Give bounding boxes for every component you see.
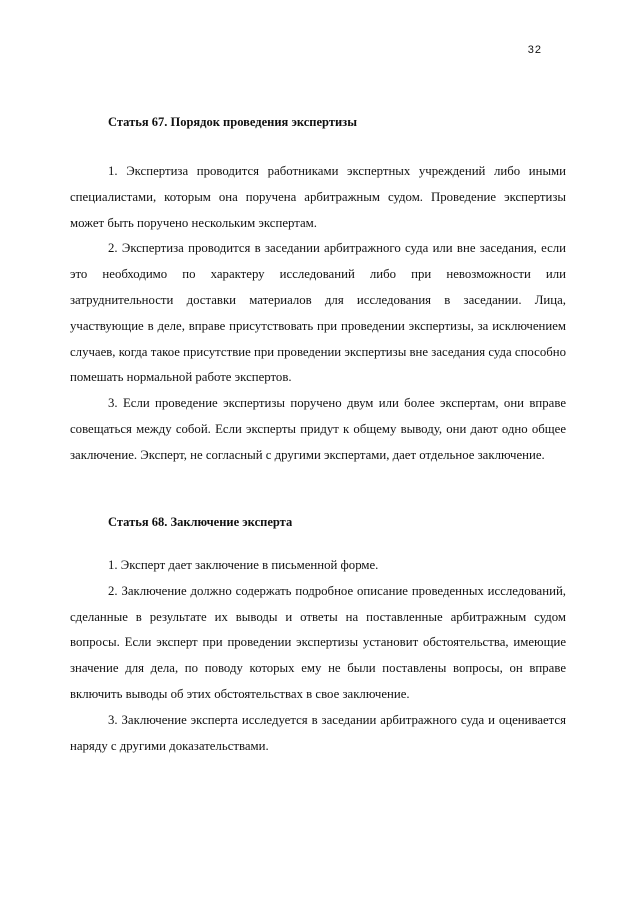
article-paragraph: 2. Экспертиза проводится в заседании арбитражного суда или вне заседания, если это необходимо по характеру исследований либо при невозможности или затруднительности доставки материалов для исследования в заседании. Лица, участвующие в деле, вправе присутствовать при проведении экспертизы, за исключением случаев, когда такое присутствие при проведении экспертизы вне заседания суда способно помешать нормальной работе экспертов. [70, 241, 566, 385]
page-number: 32 [527, 44, 542, 56]
article-67 [70, 114, 566, 469]
article-title: Статья 67. Порядок проведения экспертизы [108, 115, 357, 129]
article-paragraph: 3. Заключение эксперта исследуется в заседании арбитражного суда и оценивается наряду с другими доказательствами. [70, 712, 566, 753]
article-paragraph: 1. Экспертиза проводится работниками экспертных учреждений либо иными специалистами, которым она поручена арбитражным судом. Проведение экспертизы может быть поручено нескольким экспертам. [70, 164, 566, 230]
article-paragraph: 1. Эксперт дает заключение в письменной форме. [108, 558, 379, 572]
article-paragraph: 2. Заключение должно содержать подробное описание проведенных исследований, сделанные в результате их выводы и ответы на поставленные арбитражным судом вопросы. Если эксперт при проведении экспертизы установит обстоятельства, имеющие значение для дела, по поводу которых ему не были поставлены вопросы, он вправе включить выводы об этих обстоятельствах в свое заключение. [70, 583, 566, 701]
article-paragraph: 3. Если проведение экспертизы поручено двум или более экспертам, они вправе совещаться между собой. Если эксперты придут к общему выводу, они дают одно общее заключение. Эксперт, не согласный с другими экспертами, дает отдельное заключение. [70, 396, 566, 462]
article-title: Статья 68. Заключение эксперта [108, 515, 293, 529]
article-68 [70, 514, 566, 759]
